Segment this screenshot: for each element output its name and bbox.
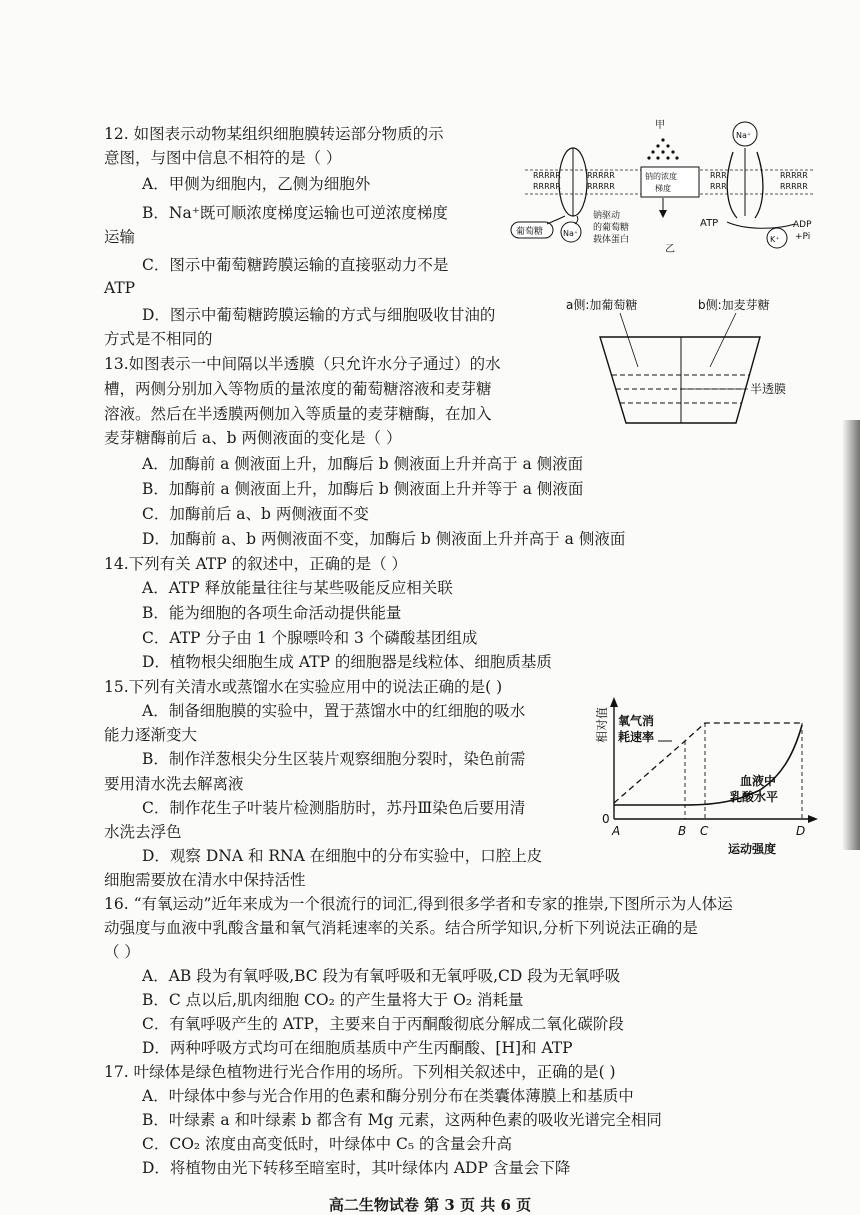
q12-stem-line2: 意图，与图中信息不相符的是（ ） [104, 149, 342, 167]
svg-text:RRR: RRR [710, 171, 727, 180]
gradient-label-1: 钠的浓度 [645, 172, 677, 181]
q17-option-b: B．叶绿素 a 和叶绿素 b 都含有 Mg 元素，这两种色素的吸收光谱完全相同 [142, 1111, 662, 1129]
origin-label: 0 [602, 812, 610, 826]
q17-stem: 17. 叶绿体是绿色植物进行光合作用的场所。下列相关叙述中，正确的是( ) [104, 1063, 616, 1081]
a-side-label: a侧:加葡萄糖 [566, 298, 638, 312]
q13-stem-line3: 溶液。然后在半透膜两侧加入等质量的麦芽糖酶，在加入 [104, 405, 492, 423]
graph-ylabel: 相对值 [595, 706, 609, 743]
q16-option-c: C．有氧呼吸产生的 ATP，主要来自于丙酮酸彻底分解成二氧化碳阶段 [142, 1015, 624, 1033]
pump-protein-right [755, 152, 763, 218]
q15-option-b-line2: 要用清水洗去解离液 [104, 775, 244, 793]
scan-edge-shadow [842, 420, 860, 850]
q15-option-b-line1: B．制作洋葱根尖分生区装片观察细胞分裂时，染色前需 [142, 750, 526, 768]
q16-option-a: A．AB 段为有氧呼吸,BC 段为有氧呼吸和无氧呼吸,CD 段为无氧呼吸 [142, 967, 621, 985]
point-b-label: B [678, 824, 687, 838]
glucose-label: 葡萄糖 [516, 227, 544, 237]
q13-stem-line2: 槽，两侧分别加入等物质的量浓度的葡萄糖溶液和麦芽糖 [104, 380, 492, 398]
gradient-label-2: 梯度 [655, 184, 671, 193]
pump-protein-left [727, 152, 737, 218]
q15-option-a-line1: A．制备细胞膜的实验中，置于蒸馏水中的红细胞的吸水 [142, 702, 526, 720]
carrier-label-2: 的葡萄糖 [593, 223, 630, 233]
q13-option-a: A．加酶前 a 侧液面上升，加酶后 b 侧液面上升并高于 a 侧液面 [142, 455, 584, 473]
q13-stem-line1: 13.如图表示一中间隔以半透膜（只允许水分子通过）的水 [104, 355, 501, 373]
q15-stem: 15.下列有关清水或蒸馏水在实验应用中的说法正确的是( ) [104, 678, 503, 696]
svg-text:RRRRR: RRRRR [780, 182, 808, 191]
q16-option-d: D．两种呼吸方式均可在细胞质基质中产生丙酮酸、[H]和 ATP [142, 1039, 573, 1057]
carrier-label-1: 钠驱动 [593, 211, 621, 221]
q16-stem-line1: 16. “有氧运动”近年来成为一个很流行的词汇,得到很多学者和专家的推崇,下图所示为人体运 [104, 895, 733, 913]
q15-option-a-line2: 能力逐渐变大 [104, 726, 198, 744]
o2-label-2: 耗速率 [618, 730, 655, 744]
q12-option-c-line1: C．图示中葡萄糖跨膜运输的直接驱动力不是 [142, 256, 449, 274]
svg-text:RRR: RRR [710, 182, 727, 191]
svg-text:RRRRR: RRRRR [780, 171, 808, 180]
svg-text:RRRRR: RRRRR [587, 171, 615, 180]
q15-option-c-line2: 水洗去浮色 [104, 823, 182, 841]
pi-label: +Pi [795, 232, 811, 242]
na-label-bottom: Na⁺ [563, 229, 579, 238]
q12-option-b-line1: B．Na⁺既可顺浓度梯度运输也可逆浓度梯度 [142, 204, 448, 222]
svg-text:RRRRR: RRRRR [533, 171, 561, 180]
q13-option-c: C．加酶前后 a、b 两侧液面不变 [142, 505, 369, 523]
q17-option-c: C．CO₂ 浓度由高变低时，叶绿体中 C₅ 的含量会升高 [142, 1135, 512, 1153]
side-jia-label: 甲 [655, 120, 665, 131]
q17-option-d: D．将植物由光下转移至暗室时，其叶绿体内 ADP 含量会下降 [142, 1159, 571, 1177]
lactate-label-2: 乳酸水平 [730, 790, 779, 804]
particle-dots [647, 138, 678, 159]
membrane-transport-figure [505, 112, 825, 257]
o2-label-1: 氧气消 [618, 714, 655, 728]
q16-option-b: B．C 点以后,肌肉细胞 CO₂ 的产生量将大于 O₂ 消耗量 [142, 991, 524, 1009]
q13-option-b: B．加酶前 a 侧液面上升，加酶后 b 侧液面上升并等于 a 侧液面 [142, 480, 584, 498]
trough-figure [560, 295, 820, 430]
svg-text:RRRRR: RRRRR [587, 182, 615, 191]
point-c-label: C [700, 824, 709, 838]
q15-option-c-line1: C．制作花生子叶装片检测脂肪时，苏丹Ⅲ染色后要用清 [142, 799, 526, 817]
lactate-label-1: 血液中 [740, 774, 777, 788]
q14-option-d: D．植物根尖细胞生成 ATP 的细胞器是线粒体、细胞质基质 [142, 653, 552, 671]
q12-option-c-line2: ATP [104, 279, 136, 297]
adp-label: ADP [793, 220, 812, 230]
k-label: K⁺ [770, 235, 780, 244]
q15-option-d-line1: D．观察 DNA 和 RNA 在细胞中的分布实验中，口腔上皮 [142, 847, 543, 865]
na-label-top: Na⁺ [736, 131, 752, 140]
q12-option-d-line1: D．图示中葡萄糖跨膜运输的方式与细胞吸收甘油的 [142, 306, 496, 324]
trough-outline [600, 337, 760, 423]
q15-option-d-line2: 细胞需要放在清水中保持活性 [104, 871, 306, 889]
carrier-label-3: 载体蛋白 [593, 235, 630, 245]
q13-stem-line4: 麦芽糖酶前后 a、b 两侧液面的变化是（ ） [104, 429, 402, 447]
q12-stem-line1: 12. 如图表示动物某组织细胞膜转运部分物质的示 [104, 125, 444, 143]
side-yi-label: 乙 [665, 244, 675, 255]
point-d-label: D [796, 824, 806, 838]
q16-stem-line2: 动强度与血液中乳酸含量和氧气消耗速率的关系。结合所学知识,分析下列说法正确的是 [104, 919, 698, 937]
q14-option-a: A．ATP 释放能量往往与某些吸能反应相关联 [142, 579, 453, 597]
b-side-label: b侧:加麦芽糖 [698, 298, 770, 312]
page-footer: 高二生物试卷 第 3 页 共 6 页 [328, 1196, 532, 1214]
membrane-label: 半透膜 [750, 382, 787, 396]
svg-text:RRRRR: RRRRR [533, 182, 561, 191]
point-a-label: A [612, 824, 621, 838]
q16-stem-line3: （ ） [104, 943, 140, 961]
q14-stem: 14.下列有关 ATP 的叙述中，正确的是（ ） [104, 555, 408, 573]
graph-xlabel: 运动强度 [728, 842, 777, 856]
exercise-intensity-graph [590, 695, 830, 860]
q14-option-c: C．ATP 分子由 1 个腺嘌呤和 3 个磷酸基团组成 [142, 629, 478, 647]
atp-label: ATP [700, 218, 719, 229]
q14-option-b: B．能为细胞的各项生命活动提供能量 [142, 604, 402, 622]
q12-option-b-line2: 运输 [104, 228, 136, 246]
q12-option-a: A．甲侧为细胞内，乙侧为细胞外 [142, 175, 371, 193]
q17-option-a: A．叶绿体中参与光合作用的色素和酶分别分布在类囊体薄膜上和基质中 [142, 1087, 634, 1105]
q13-option-d: D．加酶前 a、b 两侧液面不变，加酶后 b 侧液面上升并高于 a 侧液面 [142, 530, 626, 548]
q12-option-d-line2: 方式是不相同的 [104, 330, 213, 348]
